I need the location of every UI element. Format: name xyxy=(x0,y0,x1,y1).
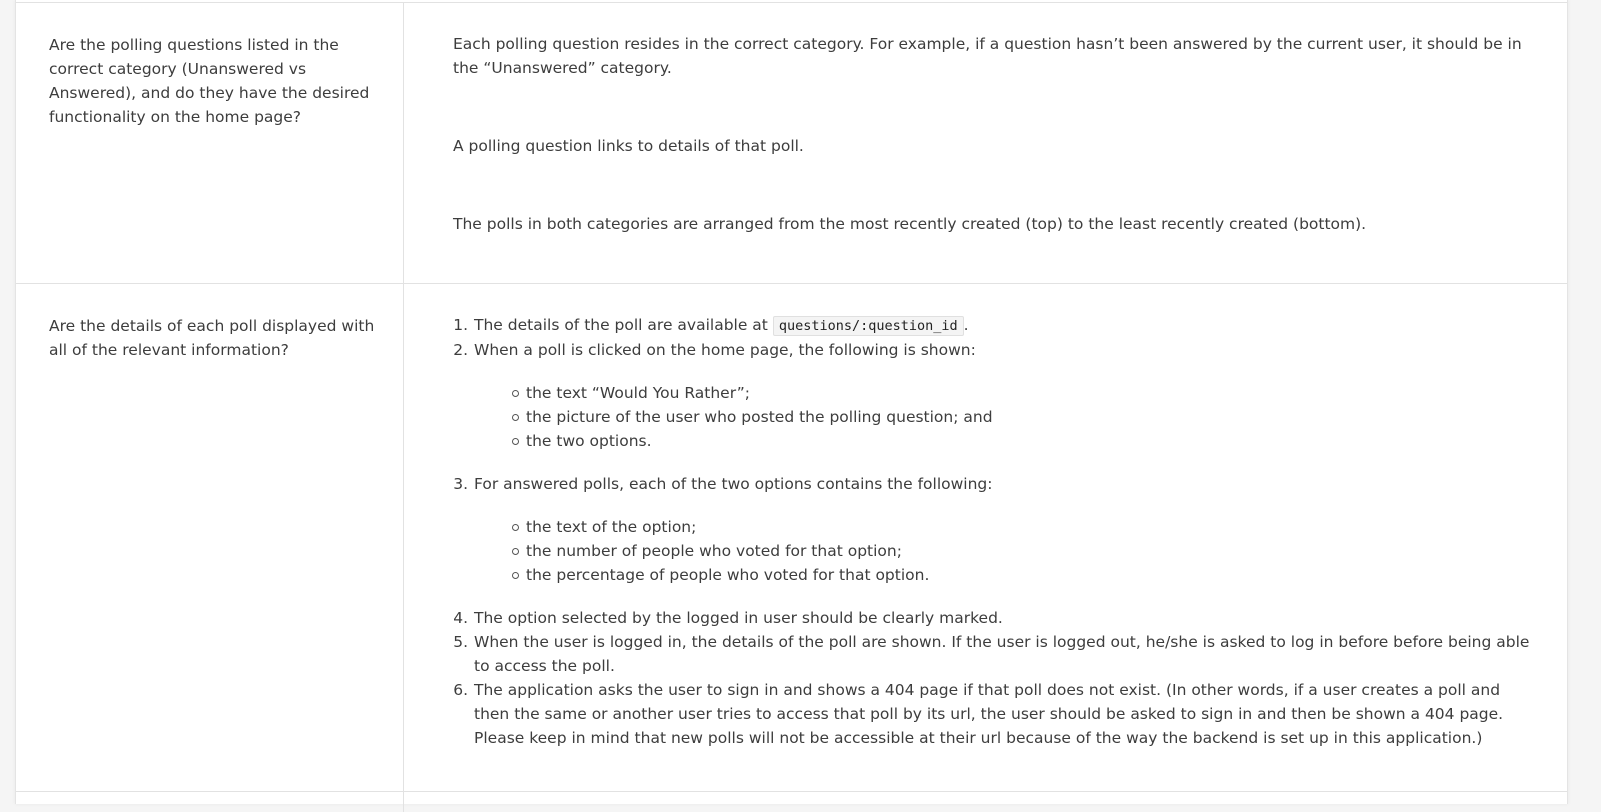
sublist-item: the text “Would You Rather”; xyxy=(512,381,1531,405)
spec-step: 6. The application asks the user to sign in and shows a 404 page if that poll does not exist. (In other words, if a user creates a poll and then the same or another user tries to access that poll by its url, the user should be asked to sign in and then be shown a 404 page. Please keep in mind that new polls will not be accessible at their url because of the way the backend is set up in this application.) xyxy=(473,678,1531,750)
rubric-row xyxy=(16,2,1567,284)
route-code: questions/:question_id xyxy=(773,316,964,336)
spec-sublist xyxy=(474,381,1531,453)
rubric-row xyxy=(16,792,1567,812)
criteria-cell xyxy=(16,3,404,283)
criteria-text: Are the polling questions listed in the correct category (Unanswered vs Answered), and do they have the desired functionality on the home page? xyxy=(49,36,370,126)
spec-paragraph: Each polling question resides in the correct category. For example, if a question hasn’t been answered by the current user, it should be in the “Unanswered” category. xyxy=(453,35,1522,77)
spec-step xyxy=(473,338,1531,453)
specification-cell xyxy=(404,284,1567,791)
spec-step: 5. When the user is logged in, the details of the poll are shown. If the user is logged out, he/she is asked to log in before before being able to access the poll. xyxy=(473,630,1531,678)
step-text: For answered polls, each of the two options contains the following: xyxy=(474,475,993,493)
criteria-cell xyxy=(16,792,404,812)
spec-step xyxy=(473,313,1531,338)
sublist-item: the two options. xyxy=(512,429,1531,453)
step-text: The details of the poll are available at xyxy=(474,316,773,334)
spec-step xyxy=(473,472,1531,587)
step-text-end: . xyxy=(963,316,969,334)
sublist-item: the percentage of people who voted for that option. xyxy=(512,563,1531,587)
sublist-item: the picture of the user who posted the polling question; and xyxy=(512,405,1531,429)
rubric-row xyxy=(16,284,1567,792)
specification-cell xyxy=(404,3,1567,283)
criteria-cell xyxy=(16,284,404,791)
spec-paragraph: A polling question links to details of that poll. xyxy=(453,137,804,155)
criteria-text: Are the details of each poll displayed with all of the relevant information? xyxy=(49,317,375,359)
rubric-table xyxy=(15,0,1568,804)
step-text: When a poll is clicked on the home page, the following is shown: xyxy=(474,341,976,359)
spec-step: 4. The option selected by the logged in user should be clearly marked. xyxy=(473,606,1531,630)
sublist-item: the text of the option; xyxy=(512,515,1531,539)
spec-sublist xyxy=(474,515,1531,587)
sublist-item: the number of people who voted for that option; xyxy=(512,539,1531,563)
spec-paragraph: The polls in both categories are arranged from the most recently created (top) to the least recently created (bottom). xyxy=(453,215,1367,233)
spec-ordered-list xyxy=(453,313,1531,750)
